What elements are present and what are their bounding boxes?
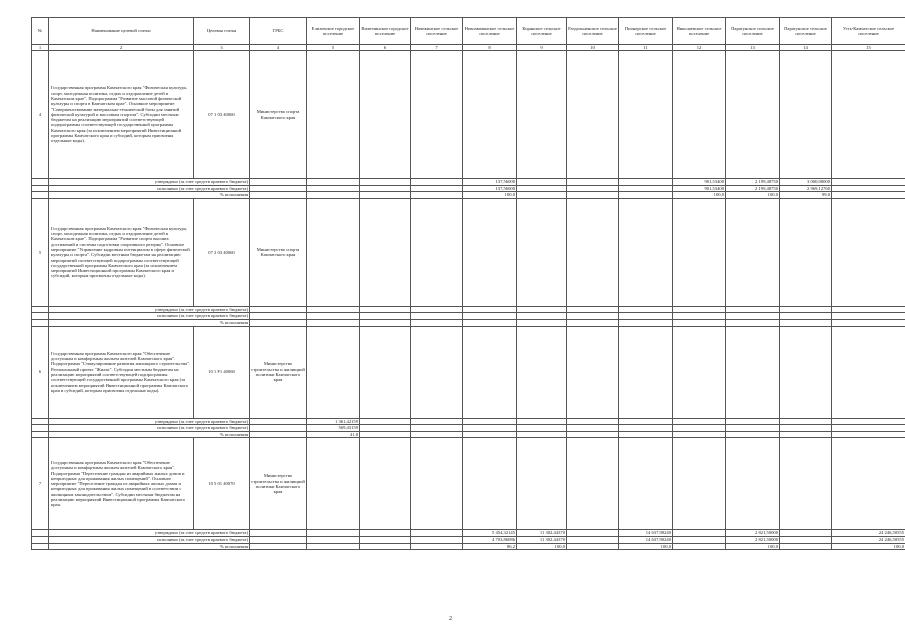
value-cell: 3 000,00000 [780,179,832,186]
row-index: 6 [32,326,49,418]
value-cell [307,198,360,306]
table-subrow [32,530,905,537]
value-cell [411,51,463,179]
value-cell [307,192,360,199]
table-subrow [32,313,905,320]
value-cell [673,51,726,179]
value-cell [463,313,517,320]
row-index-empty [32,306,49,313]
value-cell: 901,53400 [673,185,726,192]
value-cell [673,438,726,530]
value-cell [832,425,905,432]
value-cell [780,326,832,418]
value-cell [307,326,360,418]
value-cell [517,326,567,418]
value-cell [619,192,673,199]
value-cell [567,425,619,432]
col-header: Паратунское сельское поселение [780,18,832,45]
value-cell [307,185,360,192]
table-subrow [32,418,905,425]
col-header: № [32,18,49,45]
col-number: 13 [726,45,780,51]
value-cell [307,306,360,313]
table-subrow [32,306,905,313]
value-cell [517,418,567,425]
value-cell [673,431,726,438]
value-cell [673,326,726,418]
subrow-label: утверждено (за счет средств краевого бюджета) [49,179,250,186]
value-cell [780,425,832,432]
value-cell [307,319,360,326]
value-cell [567,431,619,438]
value-cell [567,192,619,199]
table-subrow [32,185,905,192]
value-cell [463,326,517,418]
value-cell [360,530,411,537]
col-number: 4 [250,45,307,51]
col-number: 12 [673,45,726,51]
value-cell [567,326,619,418]
value-cell [307,536,360,543]
table-subrow [32,543,905,550]
row-index-empty [32,418,49,425]
value-cell [780,431,832,438]
value-cell [360,192,411,199]
value-cell [567,530,619,537]
row-description: Государственная программа Камчатского края "Физическая культура, спорт, молодежная политика, отдых и оздоровление детей в Камчатском крае". Подпрограмма "Развитие массовой физической культуры и спорта в Камчатском крае". Основное мероприятие "Совершенствование материально-технической базы для занятий физической культурой и массовым спортом". Субсидии местным бюджетам на реализацию мероприятий соответствующей подпрограммы соответствующей государственной программы Камчатского края (за исключением мероприятий Инвестиционной программы Камчатского края и субсидий, которым присвоены отдельные коды). [49,51,194,179]
row-grbs-empty [250,192,307,199]
row-grbs: Министерство строительства и жилищной политики Камчатского края [250,438,307,530]
value-cell: 100,0 [726,192,780,199]
value-cell [567,418,619,425]
value-cell [360,51,411,179]
col-number: 11 [619,45,673,51]
value-cell [411,313,463,320]
value-cell [832,185,905,192]
page-number: 2 [449,616,452,622]
table-subrow [32,536,905,543]
table-subrow [32,192,905,199]
col-header: Вилючинское городское поселение [360,18,411,45]
value-cell [780,319,832,326]
row-code: 07 2 03 40060 [194,198,250,306]
row-grbs: Министерство спорта Камчатского края [250,51,307,179]
value-cell: 99,0 [780,192,832,199]
value-cell [360,326,411,418]
row-description: Государственная программа Камчатского края "Обеспечение доступным и комфортным жильем жителей Камчатского края". Подпрограмма "Стимулирование развития жилищного строительства". Региональный проект "Жилье". Субсидии местным бюджетам на реализацию мероприятий соответствующей подпрограммы соответствующей государственной программы Камчатского края (за исключением мероприятий Инвестиционной программы Камчатского края и субсидий, которым присвоены отдельные коды). [49,326,194,418]
table-body [32,51,905,550]
col-header: ГРБС [250,18,307,45]
value-cell [832,192,905,199]
value-cell [411,326,463,418]
value-cell [411,425,463,432]
value-cell [567,438,619,530]
row-index-empty [32,431,49,438]
col-header: Наименование целевой статьи [49,18,194,45]
value-cell [517,319,567,326]
subrow-label: исполнено (за счет средств краевого бюджета) [49,313,250,320]
col-header: Новоавачинское сельское поселение [463,18,517,45]
value-cell [463,319,517,326]
value-cell: 1 361,42159 [307,418,360,425]
value-cell [673,313,726,320]
value-cell [463,198,517,306]
subrow-label: утверждено (за счет средств краевого бюджета) [49,418,250,425]
row-index-empty [32,185,49,192]
value-cell [567,543,619,550]
value-cell [619,51,673,179]
value-cell: 569,43159 [307,425,360,432]
value-cell: 2 821,50000 [726,536,780,543]
row-grbs-empty [250,179,307,186]
value-cell [517,51,567,179]
value-cell [307,313,360,320]
row-grbs-empty [250,543,307,550]
col-header: Раздольненское сельское поселение [567,18,619,45]
value-cell [360,179,411,186]
value-cell [360,198,411,306]
value-cell [360,185,411,192]
value-cell [832,326,905,418]
value-cell [726,306,780,313]
value-cell [619,425,673,432]
value-cell [619,319,673,326]
value-cell [619,438,673,530]
row-grbs-empty [250,418,307,425]
row-code: 10 5 01 40070 [194,438,250,530]
value-cell [726,418,780,425]
value-cell [463,425,517,432]
col-number: 3 [194,45,250,51]
value-cell [360,425,411,432]
row-grbs-empty [250,319,307,326]
value-cell [307,438,360,530]
value-cell [619,306,673,313]
value-cell [619,326,673,418]
value-cell [411,418,463,425]
value-cell: 137,56000 [463,185,517,192]
value-cell [411,431,463,438]
value-cell: 41,8 [307,431,360,438]
value-cell [360,536,411,543]
value-cell [567,51,619,179]
subrow-label: утверждено (за счет средств краевого бюджета) [49,530,250,537]
value-cell: 24 246,50555 [832,530,905,537]
value-cell: 137,56000 [463,179,517,186]
value-cell [726,198,780,306]
value-cell [307,179,360,186]
value-cell [307,51,360,179]
col-number: 15 [832,45,905,51]
value-cell [360,431,411,438]
value-cell [673,198,726,306]
value-cell [726,326,780,418]
col-header: Корякское сельское поселение [517,18,567,45]
value-cell [726,438,780,530]
row-code: 07 1 03 40060 [194,51,250,179]
row-index-empty [32,192,49,199]
row-grbs: Министерство спорта Камчатского края [250,198,307,306]
col-header: Начикинское сельское поселение [411,18,463,45]
value-cell [411,530,463,537]
value-cell [673,418,726,425]
table-row [32,51,905,179]
value-cell [726,51,780,179]
value-cell [411,185,463,192]
col-number: 9 [517,45,567,51]
value-cell [463,438,517,530]
value-cell [360,306,411,313]
table-subrow [32,431,905,438]
table-row [32,326,905,418]
col-header: Паратунское сельское поселение [726,18,780,45]
row-index-empty [32,543,49,550]
subrow-label: % исполнения [49,543,250,550]
value-cell [780,306,832,313]
col-header: Целевая статья [194,18,250,45]
value-cell [411,306,463,313]
value-cell [726,313,780,320]
value-cell [673,536,726,543]
value-cell [517,438,567,530]
value-cell: 100,0 [726,543,780,550]
value-cell [517,185,567,192]
value-cell: 11 302,44370 [517,536,567,543]
value-cell [619,431,673,438]
value-cell [411,179,463,186]
subrow-label: исполнено (за счет средств краевого бюджета) [49,185,250,192]
subrow-label: % исполнения [49,431,250,438]
value-cell [307,530,360,537]
table-subrow [32,425,905,432]
row-index-empty [32,536,49,543]
value-cell [780,198,832,306]
value-cell: 14 637,90240 [619,530,673,537]
report-sheet [31,17,904,554]
value-cell: 2 199,48750 [726,185,780,192]
value-cell [517,192,567,199]
subrow-label: % исполнения [49,192,250,199]
value-cell [832,438,905,530]
value-cell: 901,53400 [673,179,726,186]
row-grbs: Министерство строительства и жилищной политики Камчатского края [250,326,307,418]
row-description: Государственная программа Камчатского края "Обеспечение доступным и комфортным жильем жителей Камчатского края". Подпрограмма "Переселение граждан из аварийных жилых домов и непригодных для проживания жилых помещений". Основное мероприятие "Переселение граждан из аварийных жилых домов и непригодных для проживания жилых помещений в соответствии с жилищным законодательством". Субсидии местным бюджетам на реализацию мероприятий Инвестиционной программы Камчатского края. [49,438,194,530]
row-index: 4 [32,51,49,179]
value-cell [673,543,726,550]
value-cell [517,179,567,186]
row-index: 5 [32,198,49,306]
value-cell [411,543,463,550]
value-cell: 5 454,32145 [463,530,517,537]
value-cell [619,185,673,192]
value-cell [517,198,567,306]
row-index-empty [32,179,49,186]
col-number: 10 [567,45,619,51]
value-cell [832,313,905,320]
row-grbs-empty [250,185,307,192]
subrow-label: исполнено (за счет средств краевого бюджета) [49,425,250,432]
value-cell [307,543,360,550]
row-index-empty [32,425,49,432]
col-header: Усть-Камчатское сельское поселение [832,18,905,45]
value-cell [832,418,905,425]
value-cell [517,431,567,438]
value-cell [832,306,905,313]
value-cell: 14 637,90240 [619,536,673,543]
table-row [32,438,905,530]
value-cell [463,51,517,179]
value-cell [780,313,832,320]
value-cell [673,425,726,432]
col-number: 7 [411,45,463,51]
row-code: 10 1 F1 40060 [194,326,250,418]
row-index-empty [32,319,49,326]
value-cell [411,536,463,543]
value-cell [780,536,832,543]
value-cell [780,543,832,550]
row-index-empty [32,313,49,320]
value-cell [360,543,411,550]
col-header: Пионерское сельское поселение [619,18,673,45]
value-cell [726,319,780,326]
value-cell: 100,0 [619,543,673,550]
value-cell [832,431,905,438]
value-cell [411,198,463,306]
value-cell [726,431,780,438]
row-index-empty [32,530,49,537]
value-cell [832,51,905,179]
value-cell [360,418,411,425]
subrow-label: исполнено (за счет средств краевого бюджета) [49,536,250,543]
value-cell [832,179,905,186]
value-cell [619,179,673,186]
value-cell [619,313,673,320]
row-grbs-empty [250,313,307,320]
value-cell [780,438,832,530]
col-number: 14 [780,45,832,51]
table-subrow [32,179,905,186]
value-cell [567,185,619,192]
value-cell [567,313,619,320]
value-cell [360,438,411,530]
value-cell [360,313,411,320]
value-cell [411,192,463,199]
value-cell: 2 821,50000 [726,530,780,537]
value-cell [832,319,905,326]
value-cell [567,198,619,306]
value-cell: 2 969,12760 [780,185,832,192]
value-cell [673,306,726,313]
value-cell [567,179,619,186]
value-cell [619,198,673,306]
value-cell [360,319,411,326]
value-cell [567,319,619,326]
table-subrow [32,319,905,326]
value-cell [517,306,567,313]
value-cell: 24 246,50555 [832,536,905,543]
value-cell [517,425,567,432]
value-cell [411,438,463,530]
value-cell [780,418,832,425]
col-header: Елизовское городское поселение [307,18,360,45]
row-grbs-empty [250,530,307,537]
value-cell: 100,0 [517,543,567,550]
col-number: 6 [360,45,411,51]
row-description: Государственная программа Камчатского края "Физическая культура, спорт, молодежная политика, отдых и оздоровление детей в Камчатском крае". Подпрограмма "Развитие спорта высших достижений и системы подготовки спортивного резерва". Основное мероприятие "Управление кадровым потенциалом в сфере физической культуры и спорта". Субсидии местным бюджетам на реализацию мероприятий соответствующей подпрограммы соответствующей государственной программы Камчатского края (за исключением мероприятий Инвестиционной программы Камчатского края и субсидий, которым присвоены отдельные коды). [49,198,194,306]
row-grbs-empty [250,431,307,438]
value-cell [780,51,832,179]
table-row [32,198,905,306]
value-cell: 100,0 [832,543,905,550]
value-cell: 100,0 [673,192,726,199]
value-cell [463,431,517,438]
value-cell [411,319,463,326]
row-grbs-empty [250,536,307,543]
value-cell [673,319,726,326]
column-header-row [32,18,905,45]
value-cell: 2 199,48750 [726,179,780,186]
value-cell [517,313,567,320]
row-grbs-empty [250,306,307,313]
value-cell: 86,2 [463,543,517,550]
value-cell [619,418,673,425]
value-cell [832,198,905,306]
value-cell [463,306,517,313]
col-number: 2 [49,45,194,51]
value-cell: 4 703,86086 [463,536,517,543]
value-cell [726,425,780,432]
value-cell [463,418,517,425]
col-header: Николаевское сельское поселение [673,18,726,45]
subsidy-execution-table [31,17,905,550]
row-index: 7 [32,438,49,530]
subrow-label: утверждено (за счет средств краевого бюджета) [49,306,250,313]
value-cell [780,530,832,537]
row-grbs-empty [250,425,307,432]
col-number: 8 [463,45,517,51]
value-cell: 11 302,44370 [517,530,567,537]
value-cell: 100,0 [463,192,517,199]
col-number: 1 [32,45,49,51]
value-cell [673,530,726,537]
value-cell [567,306,619,313]
subrow-label: % исполнения [49,319,250,326]
value-cell [567,536,619,543]
col-number: 5 [307,45,360,51]
